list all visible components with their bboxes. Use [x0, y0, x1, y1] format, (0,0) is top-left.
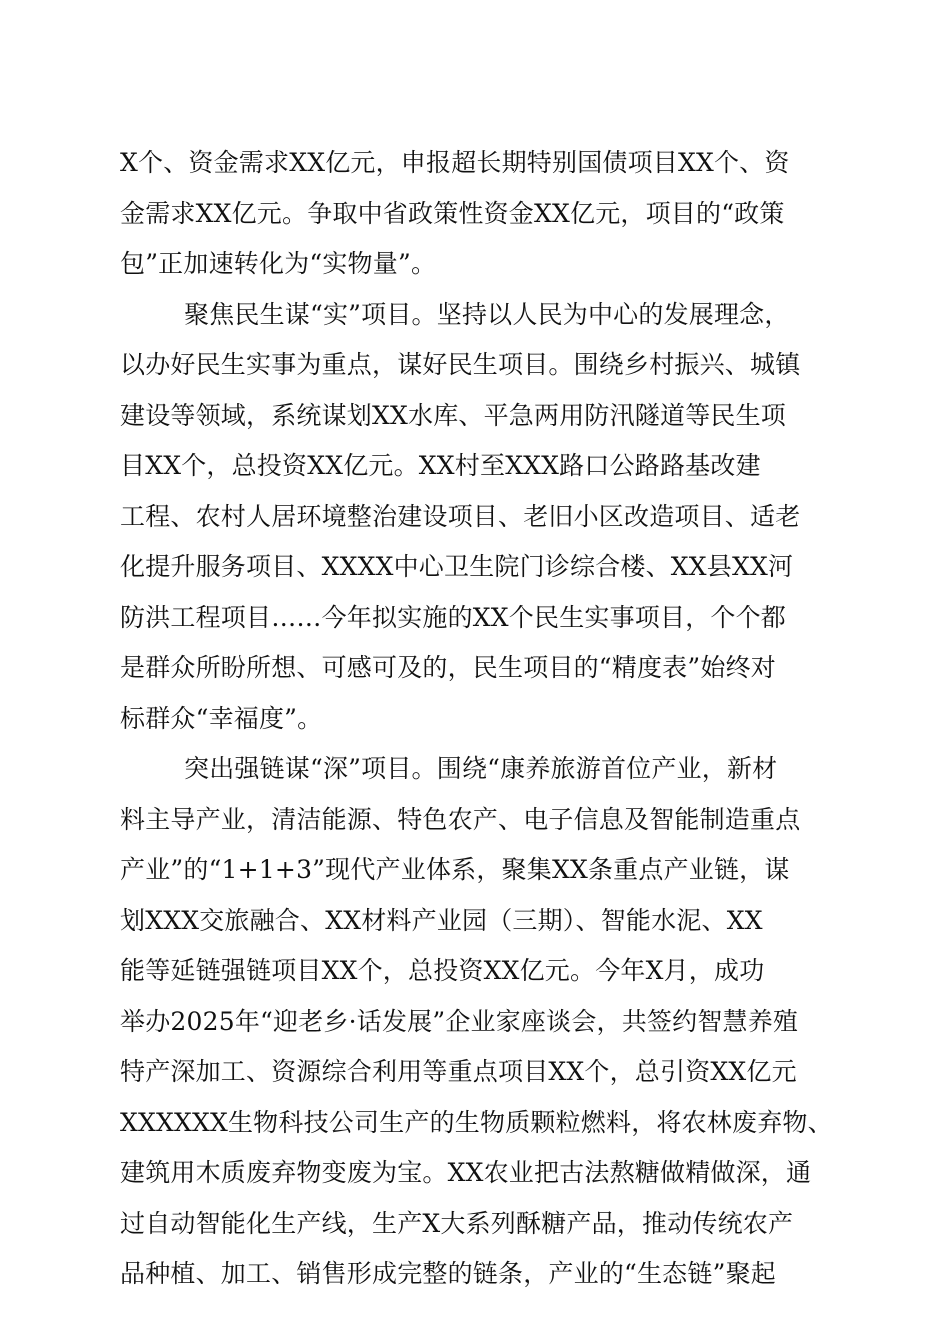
- text-line: 举办2025年“迎老乡·话发展”企业家座谈会，共签约智慧养殖: [120, 1006, 799, 1036]
- text-line: 料主导产业，清洁能源、特色农产、电子信息及智能制造重点: [120, 804, 801, 834]
- paragraph-3: [120, 744, 840, 1300]
- text-line: 突出强链谋“深”项目。围绕“康养旅游首位产业，新材: [184, 754, 778, 783]
- text-line: 产业”的“1+1+3”现代产业体系，聚集XX条重点产业链，谋: [120, 855, 790, 884]
- text-line: 建筑用木质废弃物变废为宝。XX农业把古法熬糖做精做深，通: [120, 1158, 812, 1187]
- text-line: 标群众“幸福度”。: [120, 703, 323, 733]
- text-line: 工程、农村人居环境整治建设项目、老旧小区改造项目、适老: [120, 501, 801, 531]
- text-line: 包”正加速转化为“实物量”。: [120, 249, 437, 278]
- text-line: 能等延链强链项目XX个，总投资XX亿元。今年X月，成功: [120, 956, 765, 985]
- text-line: 建设等领域，系统谋划XX水库、平急两用防汛隧道等民生项: [120, 400, 786, 430]
- text-line: XXXXXX生物科技公司生产的生物质颗粒燃料，将农林废弃物、: [120, 1107, 833, 1137]
- paragraph-1: [120, 138, 840, 290]
- paragraph-2: [120, 290, 840, 745]
- text-line: 金需求XX亿元。争取中省政策性资金XX亿元，项目的“政策: [120, 198, 785, 228]
- text-line: 品种植、加工、销售形成完整的链条，产业的“生态链”聚起: [120, 1259, 776, 1288]
- text-line: 是群众所盼所想、可感可及的，民生项目的“精度表”始终对: [120, 653, 776, 682]
- text-line: 特产深加工、资源综合利用等重点项目XX个，总引资XX亿元: [120, 1057, 797, 1086]
- text-line: X个、资金需求XX亿元，申报超长期特别国债项目XX个、资: [120, 148, 790, 177]
- text-line: 划XXX交旅融合、XX材料产业园（三期）、智能水泥、XX: [120, 905, 763, 935]
- text-line: 聚焦民生谋“实”项目。坚持以人民为中心的发展理念，: [184, 299, 790, 329]
- text-line: 过自动智能化生产线，生产X大系列酥糖产品，推动传统农产: [120, 1208, 794, 1238]
- text-line: 目XX个，总投资XX亿元。XX村至XXX路口公路路基改建: [120, 451, 761, 480]
- document-body: [120, 138, 840, 1300]
- text-line: 以办好民生实事为重点，谋好民生项目。围绕乡村振兴、城镇: [120, 350, 801, 379]
- text-line: 防洪工程项目……今年拟实施的XX个民生实事项目，个个都: [120, 602, 786, 632]
- text-line: 化提升服务项目、XXXX中心卫生院门诊综合楼、XX县XX河: [120, 552, 794, 581]
